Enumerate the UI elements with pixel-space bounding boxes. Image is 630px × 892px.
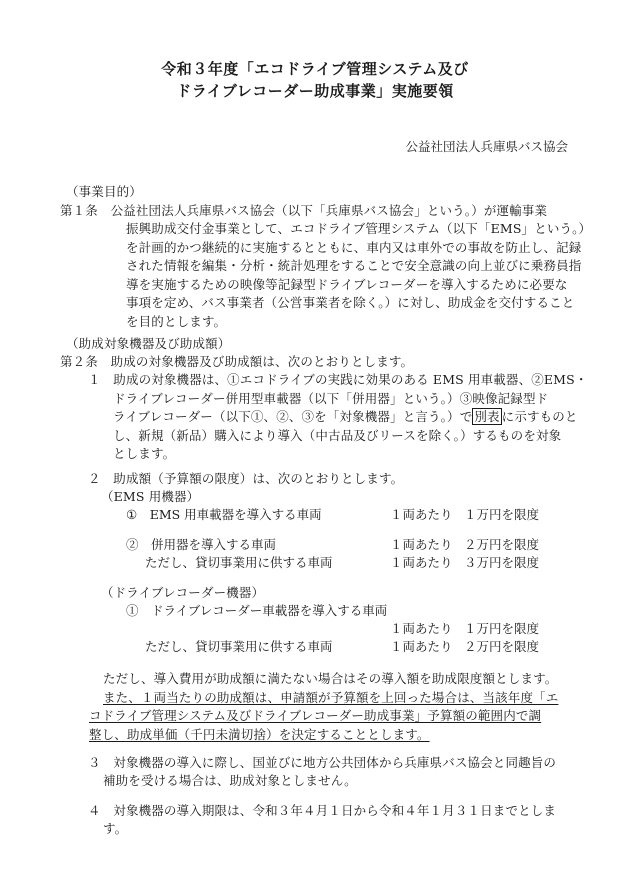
document-title-line-2: ドライブレコーダー助成事業」実施要領 (176, 82, 454, 100)
ems-row-amount: １万円を限度 (464, 507, 540, 522)
item-1-line: とします。 (113, 446, 176, 461)
item-1-line (113, 408, 578, 426)
document-title-line-1: 令和３年度「エコドライブ管理システム及び (161, 60, 469, 78)
ems-heading: （EMS 用機器） (101, 489, 200, 504)
dr-row-unit: １両あたり (390, 621, 453, 636)
item-3-line: 補助を受ける場合は、助成対象としません。 (103, 773, 357, 788)
article-1-heading: （事業目的） (66, 184, 142, 199)
dr-row-amount: １万円を限度 (464, 621, 540, 636)
article-1-line: 導を実施するための映像等記録型ドライブレコーダーを導入するために必要な (126, 277, 568, 292)
article-2-line: 第２条 助成の対象機器及び助成額は、次のとおりとします。 (60, 354, 414, 369)
ems-row-label: ① EMS 用車載器を導入する車両 (126, 507, 322, 522)
item-2-line: ２ 助成額（予算額の限度）は、次のとおりとします。 (88, 471, 404, 486)
item-4-line: す。 (103, 821, 128, 836)
appendix-table-reference: 別表 (474, 409, 500, 424)
article-1-line: を計画的かつ継続的に実施するとともに、車内又は車外での事故を防止し、記録 (126, 240, 582, 255)
ems-row-amount: ２万円を限度 (464, 537, 540, 552)
note-line-underlined: 整し、助成単価（千円未満切捨）を決定することとします。 (89, 727, 430, 742)
dr-row-label: ただし、貸切事業用に供する車両 (145, 639, 333, 654)
item-1-line: ドライブレコーダー併用型車載器（以下「併用器」という。）③映像記録型ド (113, 391, 549, 406)
article-1-line: 事項を定め、バス事業者（公営事業者を除く。）に対し、助成金を交付すること (126, 295, 575, 310)
item-1-text: ライブレコーダー（以下①、②、③を「対象機器」と言う。）で (113, 409, 473, 424)
item-1-line: し、新規（新品）購入により導入（中古品及びリースを除く。）するものを対象 (113, 428, 562, 443)
note-line-underlined: コドライブ管理システム及びドライブレコーダー助成事業」予算額の範囲内で調 (89, 708, 542, 723)
item-4-line: ４ 対象機器の導入期限は、令和３年４月１日から令和４年１月３１日までとしま (88, 803, 557, 818)
item-3-line: ３ 対象機器の導入に際し、国並びに地方公共団体から兵庫県バス協会と同趣旨の (88, 755, 557, 770)
article-1-line: を目的とします。 (126, 314, 227, 329)
drive-recorder-heading: （ドライブレコーダー機器） (101, 585, 265, 600)
dr-row-unit: １両あたり (390, 639, 453, 654)
item-1-text: に示すものと (501, 409, 578, 424)
ems-row-unit: １両あたり (390, 537, 453, 552)
item-1-line: １ 助成の対象機器は、①エコドライブの実践に効果のある EMS 用車載器、②EMS・ (88, 372, 588, 387)
dr-row-amount: ２万円を限度 (464, 639, 540, 654)
article-1-line: 第１条 公益社団法人兵庫県バス協会（以下「兵庫県バス協会」という。）が運輸事業 (60, 203, 548, 218)
article-2-heading: （助成対象機器及び助成額） (66, 336, 231, 351)
dr-row-label: ① ドライブレコーダー車載器を導入する車両 (126, 603, 388, 618)
article-1-line: 振興助成交付金事業として、エコドライブ管理システム（以下「EMS」という。） (126, 221, 592, 236)
ems-row-label: ② 併用器を導入する車両 (126, 537, 277, 552)
organization-name: 公益社団法人兵庫県バス協会 (405, 139, 568, 154)
note-line-underlined: また、１両当たりの助成額は、申請額が予算額を上回った場合は、当該年度「エ (103, 690, 559, 705)
article-1-line: された情報を編集・分析・統計処理をすることで安全意識の向上並びに乗務員指 (126, 258, 582, 273)
ems-row-unit: １両あたり (390, 507, 453, 522)
ems-row-amount: ３万円を限度 (464, 555, 540, 570)
note-line: ただし、導入費用が助成額に満たない場合はその導入額を助成限度額とします。 (103, 671, 558, 686)
ems-row-unit: １両あたり (390, 555, 453, 570)
ems-row-label: ただし、貸切事業用に供する車両 (145, 555, 333, 570)
